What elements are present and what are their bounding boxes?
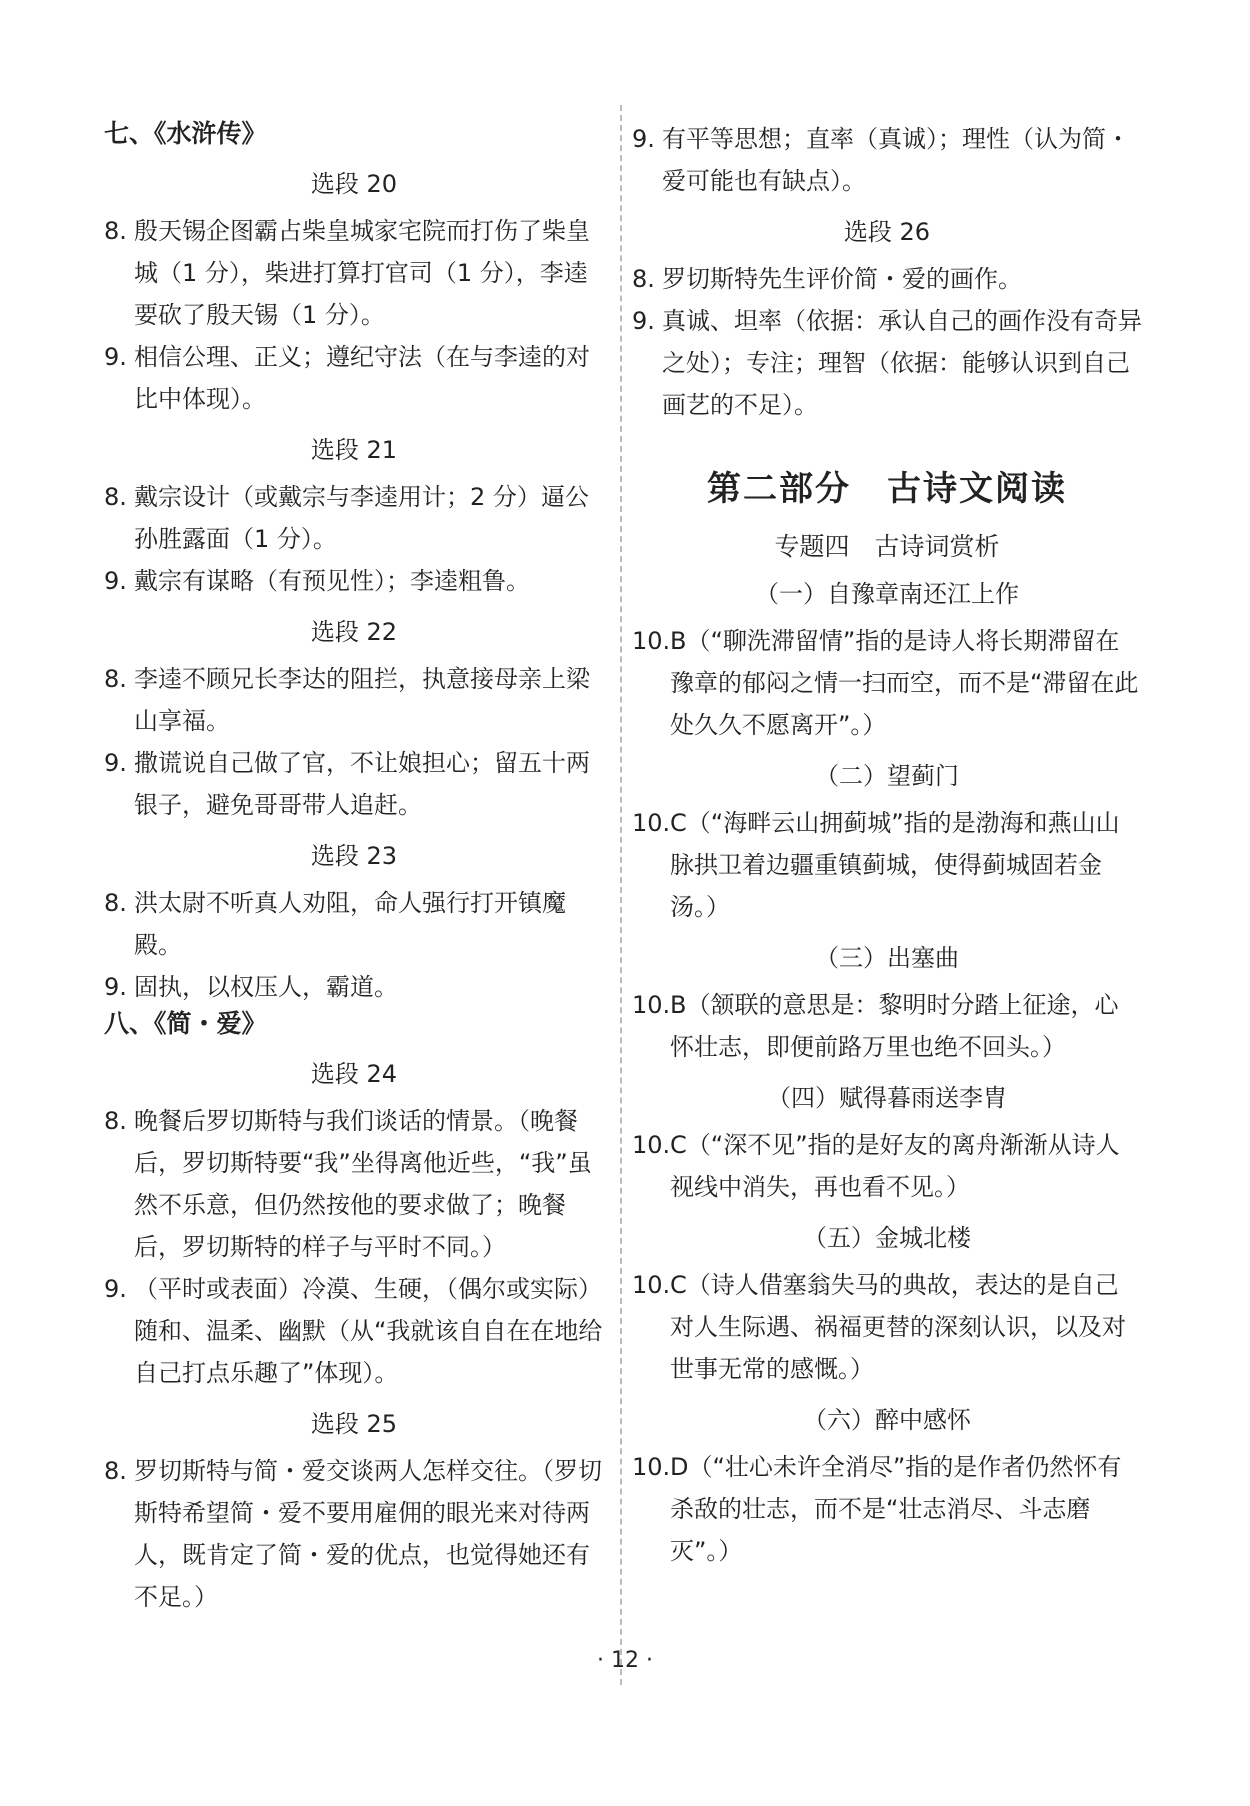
passage-heading: （三）出塞曲 <box>815 944 959 972</box>
answer-text: C（诗人借塞翁失马的典故，表达的是自己对人生际遇、祸福更替的深刻认识，以及对世事无常的感慨。） <box>670 1271 1126 1383</box>
right-column <box>632 118 1142 1572</box>
answer-text: 晚餐后罗切斯特与我们谈话的情景。（晚餐后，罗切斯特要“我”坐得离他近些，“我”虽然不乐意，但仍然按他的要求做了；晚餐后，罗切斯特的样子与平时不同。） <box>134 1107 592 1261</box>
part-title: 第二部分 古诗文阅读 <box>707 469 1067 509</box>
answer-item <box>104 966 604 1008</box>
answer-text: C（“深不见”指的是好友的离舟渐渐从诗人视线中消失，再也看不见。） <box>670 1131 1120 1201</box>
column-divider <box>620 105 622 1685</box>
answer-item <box>632 1446 1142 1572</box>
answer-text: 相信公理、正义；遵纪守法（在与李逵的对比中体现）。 <box>134 343 590 413</box>
answer-item <box>104 336 604 420</box>
answer-item <box>104 658 604 742</box>
question-number: 10. <box>632 991 671 1019</box>
answer-text: 撒谎说自己做了官，不让娘担心；留五十两银子，避免哥哥带人追赶。 <box>134 749 590 819</box>
passage-heading: 选段 26 <box>843 218 931 246</box>
question-number: 10. <box>632 1131 671 1159</box>
passage-heading: （六）醉中感怀 <box>803 1406 971 1434</box>
answer-item <box>632 1264 1142 1390</box>
passage-heading: （四）赋得暮雨送李胄 <box>767 1084 1007 1112</box>
passage-heading: 选段 22 <box>310 618 398 646</box>
answer-text: 罗切斯特与简・爱交谈两人怎样交往。（罗切斯特希望简・爱不要用雇佣的眼光来对待两人，既肯定了简・爱的优点，也觉得她还有不足。） <box>134 1457 602 1611</box>
answer-text: 罗切斯特先生评价简・爱的画作。 <box>662 265 1022 293</box>
answer-item <box>632 118 1142 202</box>
passage-heading: （五）金城北楼 <box>803 1224 971 1252</box>
question-number: 9. <box>104 973 127 1001</box>
question-number: 8. <box>104 889 127 917</box>
answer-text: 殷天锡企图霸占柴皇城家宅院而打伤了柴皇城（1 分），柴进打算打官司（1 分），李逵要砍了殷天锡（1 分）。 <box>134 217 590 329</box>
passage-heading: 选段 21 <box>310 436 398 464</box>
answer-item <box>104 1100 604 1268</box>
question-number: 8. <box>632 265 655 293</box>
passage-heading: 选段 24 <box>310 1060 398 1088</box>
answer-text: 真诚、坦率（依据：承认自己的画作没有奇异之处）；专注；理智（依据：能够认识到自己画艺的不足）。 <box>662 307 1142 419</box>
answer-item <box>632 300 1142 426</box>
answer-item <box>632 1124 1142 1208</box>
answer-item <box>104 882 604 966</box>
question-number: 9. <box>632 125 655 153</box>
passage-heading: 选段 20 <box>310 170 398 198</box>
answer-text: B（颔联的意思是：黎明时分踏上征途，心怀壮志，即便前路万里也绝不回头。） <box>670 991 1119 1061</box>
answer-text: 戴宗有谋略（有预见性）；李逵粗鲁。 <box>134 567 530 595</box>
section-heading: 七、《水浒传》 <box>104 119 267 148</box>
passage-heading: 选段 25 <box>310 1410 398 1438</box>
topic-title: 专题四 古诗词赏析 <box>774 532 1000 561</box>
answer-item <box>104 1268 604 1394</box>
answer-text: 戴宗设计（或戴宗与李逵用计；2 分）逼公孙胜露面（1 分）。 <box>134 483 589 553</box>
answer-item <box>104 210 604 336</box>
answer-text: 李逵不顾兄长李达的阻拦，执意接母亲上梁山享福。 <box>134 665 590 735</box>
answer-item <box>632 620 1142 746</box>
answer-item <box>104 476 604 560</box>
answer-item <box>104 560 604 602</box>
question-number: 8. <box>104 1457 127 1485</box>
passage-heading: 选段 23 <box>310 842 398 870</box>
question-number: 9. <box>104 1275 127 1303</box>
question-number: 9. <box>104 567 127 595</box>
section-heading: 八、《简・爱》 <box>104 1009 267 1038</box>
answer-text: （平时或表面）冷漠、生硬，（偶尔或实际）随和、温柔、幽默（从“我就该自自在在地给自己打点乐趣了”体现）。 <box>134 1275 603 1387</box>
passage-heading: （二）望蓟门 <box>815 762 959 790</box>
question-number: 10. <box>632 809 671 837</box>
answer-item <box>632 984 1142 1068</box>
page-number: · 12 · <box>597 1648 653 1673</box>
answer-text: 固执，以权压人，霸道。 <box>134 973 398 1001</box>
passage-heading: （一）自豫章南还江上作 <box>755 580 1019 608</box>
question-number: 9. <box>104 343 127 371</box>
question-number: 8. <box>104 665 127 693</box>
answer-item <box>104 742 604 826</box>
answer-item <box>632 258 1142 300</box>
question-number: 8. <box>104 1107 127 1135</box>
answer-text: B（“聊洗滞留情”指的是诗人将长期滞留在豫章的郁闷之情一扫而空，而不是“滞留在此处久久不愿离开”。） <box>670 627 1139 739</box>
answer-item <box>632 802 1142 928</box>
answer-item <box>104 1450 604 1618</box>
answer-text: D（“壮心未许全消尽”指的是作者仍然怀有杀敌的壮志，而不是“壮志消尽、斗志磨灭”。） <box>670 1453 1122 1565</box>
answer-text: 有平等思想；直率（真诚）；理性（认为简・爱可能也有缺点）。 <box>662 125 1130 195</box>
question-number: 8. <box>104 483 127 511</box>
answer-text: 洪太尉不听真人劝阻，命人强行打开镇魔殿。 <box>134 889 566 959</box>
question-number: 9. <box>104 749 127 777</box>
question-number: 10. <box>632 1271 671 1299</box>
left-column <box>104 118 604 1618</box>
question-number: 10. <box>632 627 671 655</box>
question-number: 8. <box>104 217 127 245</box>
question-number: 10. <box>632 1453 671 1481</box>
answer-text: C（“海畔云山拥蓟城”指的是渤海和燕山山脉拱卫着边疆重镇蓟城，使得蓟城固若金汤。） <box>670 809 1120 921</box>
question-number: 9. <box>632 307 655 335</box>
